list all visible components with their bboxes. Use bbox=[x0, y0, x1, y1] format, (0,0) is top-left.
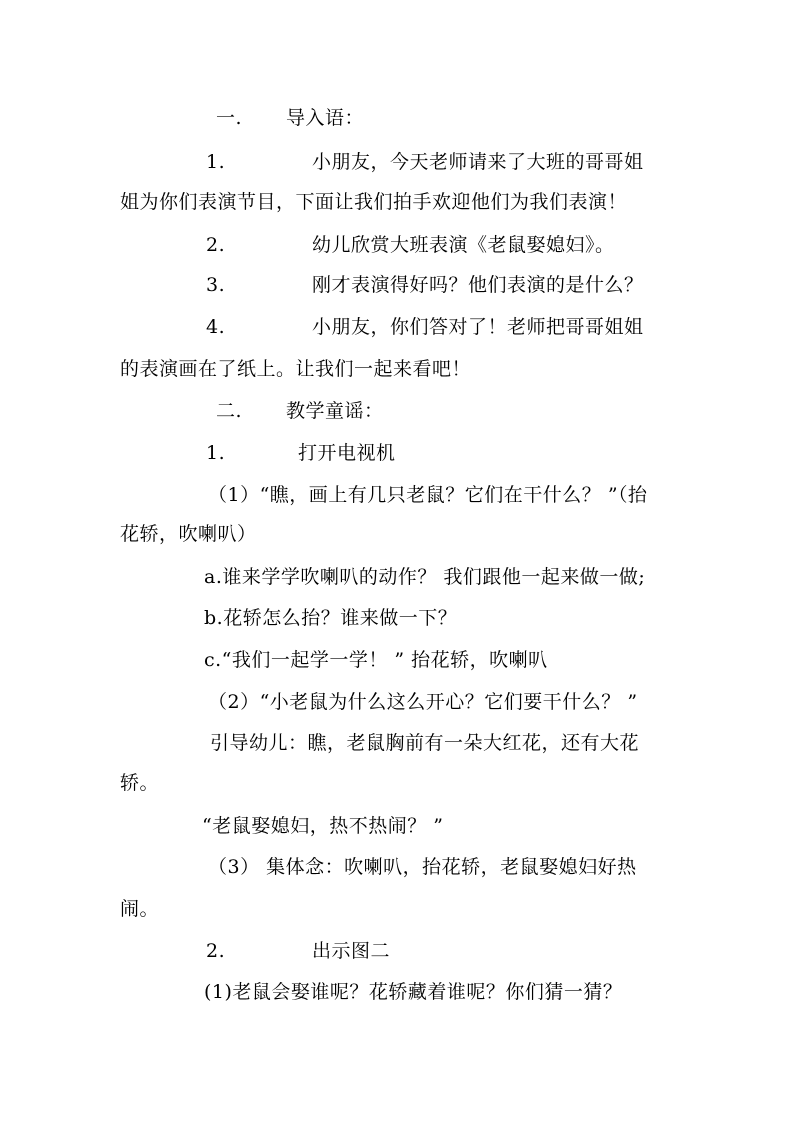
guide-text: 引导幼儿：瞧，老鼠胸前有一朵大红花，还有大花 bbox=[210, 732, 640, 754]
guide-continuation: 轿。 bbox=[120, 772, 160, 794]
s2-item-2-number: 2. bbox=[206, 940, 226, 962]
item-4-text: 小朋友，你们答对了！老师把哥哥姐姐 bbox=[312, 316, 644, 338]
final-question: (1)老鼠会娶谁呢？花轿藏着谁呢？你们猜一猜？ bbox=[204, 981, 623, 1003]
s2-item-1-text: 打开电视机 bbox=[298, 442, 396, 464]
item-1-number: 1. bbox=[206, 151, 226, 173]
question-3-continuation: 闹。 bbox=[120, 898, 160, 920]
question-2: （2）“小老鼠为什么这么开心？它们要干什么？ ” bbox=[208, 691, 638, 713]
activity-a: a.谁来学学吹喇叭的动作？ 我们跟他一起来做一做; bbox=[204, 566, 646, 588]
item-3-text: 刚才表演得好吗？他们表演的是什么？ bbox=[312, 274, 644, 296]
item-4-number: 4. bbox=[206, 316, 226, 338]
item-1-text: 小朋友，今天老师请来了大班的哥哥姐 bbox=[312, 151, 644, 173]
question-1-continuation: 花轿，吹喇叭） bbox=[120, 523, 257, 545]
activity-b: b.花轿怎么抬？谁来做一下？ bbox=[204, 607, 458, 629]
section-2-title: 教学童谣： bbox=[286, 400, 384, 422]
section-1-marker: 一. bbox=[216, 107, 243, 129]
s2-item-2-text: 出示图二 bbox=[312, 940, 391, 962]
item-1-continuation: 姐为你们表演节目，下面让我们拍手欢迎他们为我们表演！ bbox=[120, 191, 628, 213]
section-1-title: 导入语： bbox=[286, 107, 365, 129]
activity-c: c.“我们一起学一学！ ” 抬花轿，吹喇叭 bbox=[204, 649, 548, 671]
item-2-text: 幼儿欣赏大班表演《老鼠娶媳妇》。 bbox=[312, 234, 615, 256]
item-4-continuation: 的表演画在了纸上。让我们一起来看吧！ bbox=[120, 358, 472, 380]
quote-line: “老鼠娶媳妇，热不热闹？ ” bbox=[202, 815, 444, 837]
item-3-number: 3. bbox=[206, 274, 226, 296]
section-2-marker: 二. bbox=[216, 400, 243, 422]
question-1: （1）“瞧，画上有几只老鼠？它们在干什么？ ”（抬 bbox=[208, 484, 648, 506]
question-3: （3） 集体念：吹喇叭，抬花轿，老鼠娶媳妇好热 bbox=[208, 856, 637, 878]
item-2-number: 2. bbox=[206, 234, 226, 256]
s2-item-1-number: 1. bbox=[206, 442, 226, 464]
